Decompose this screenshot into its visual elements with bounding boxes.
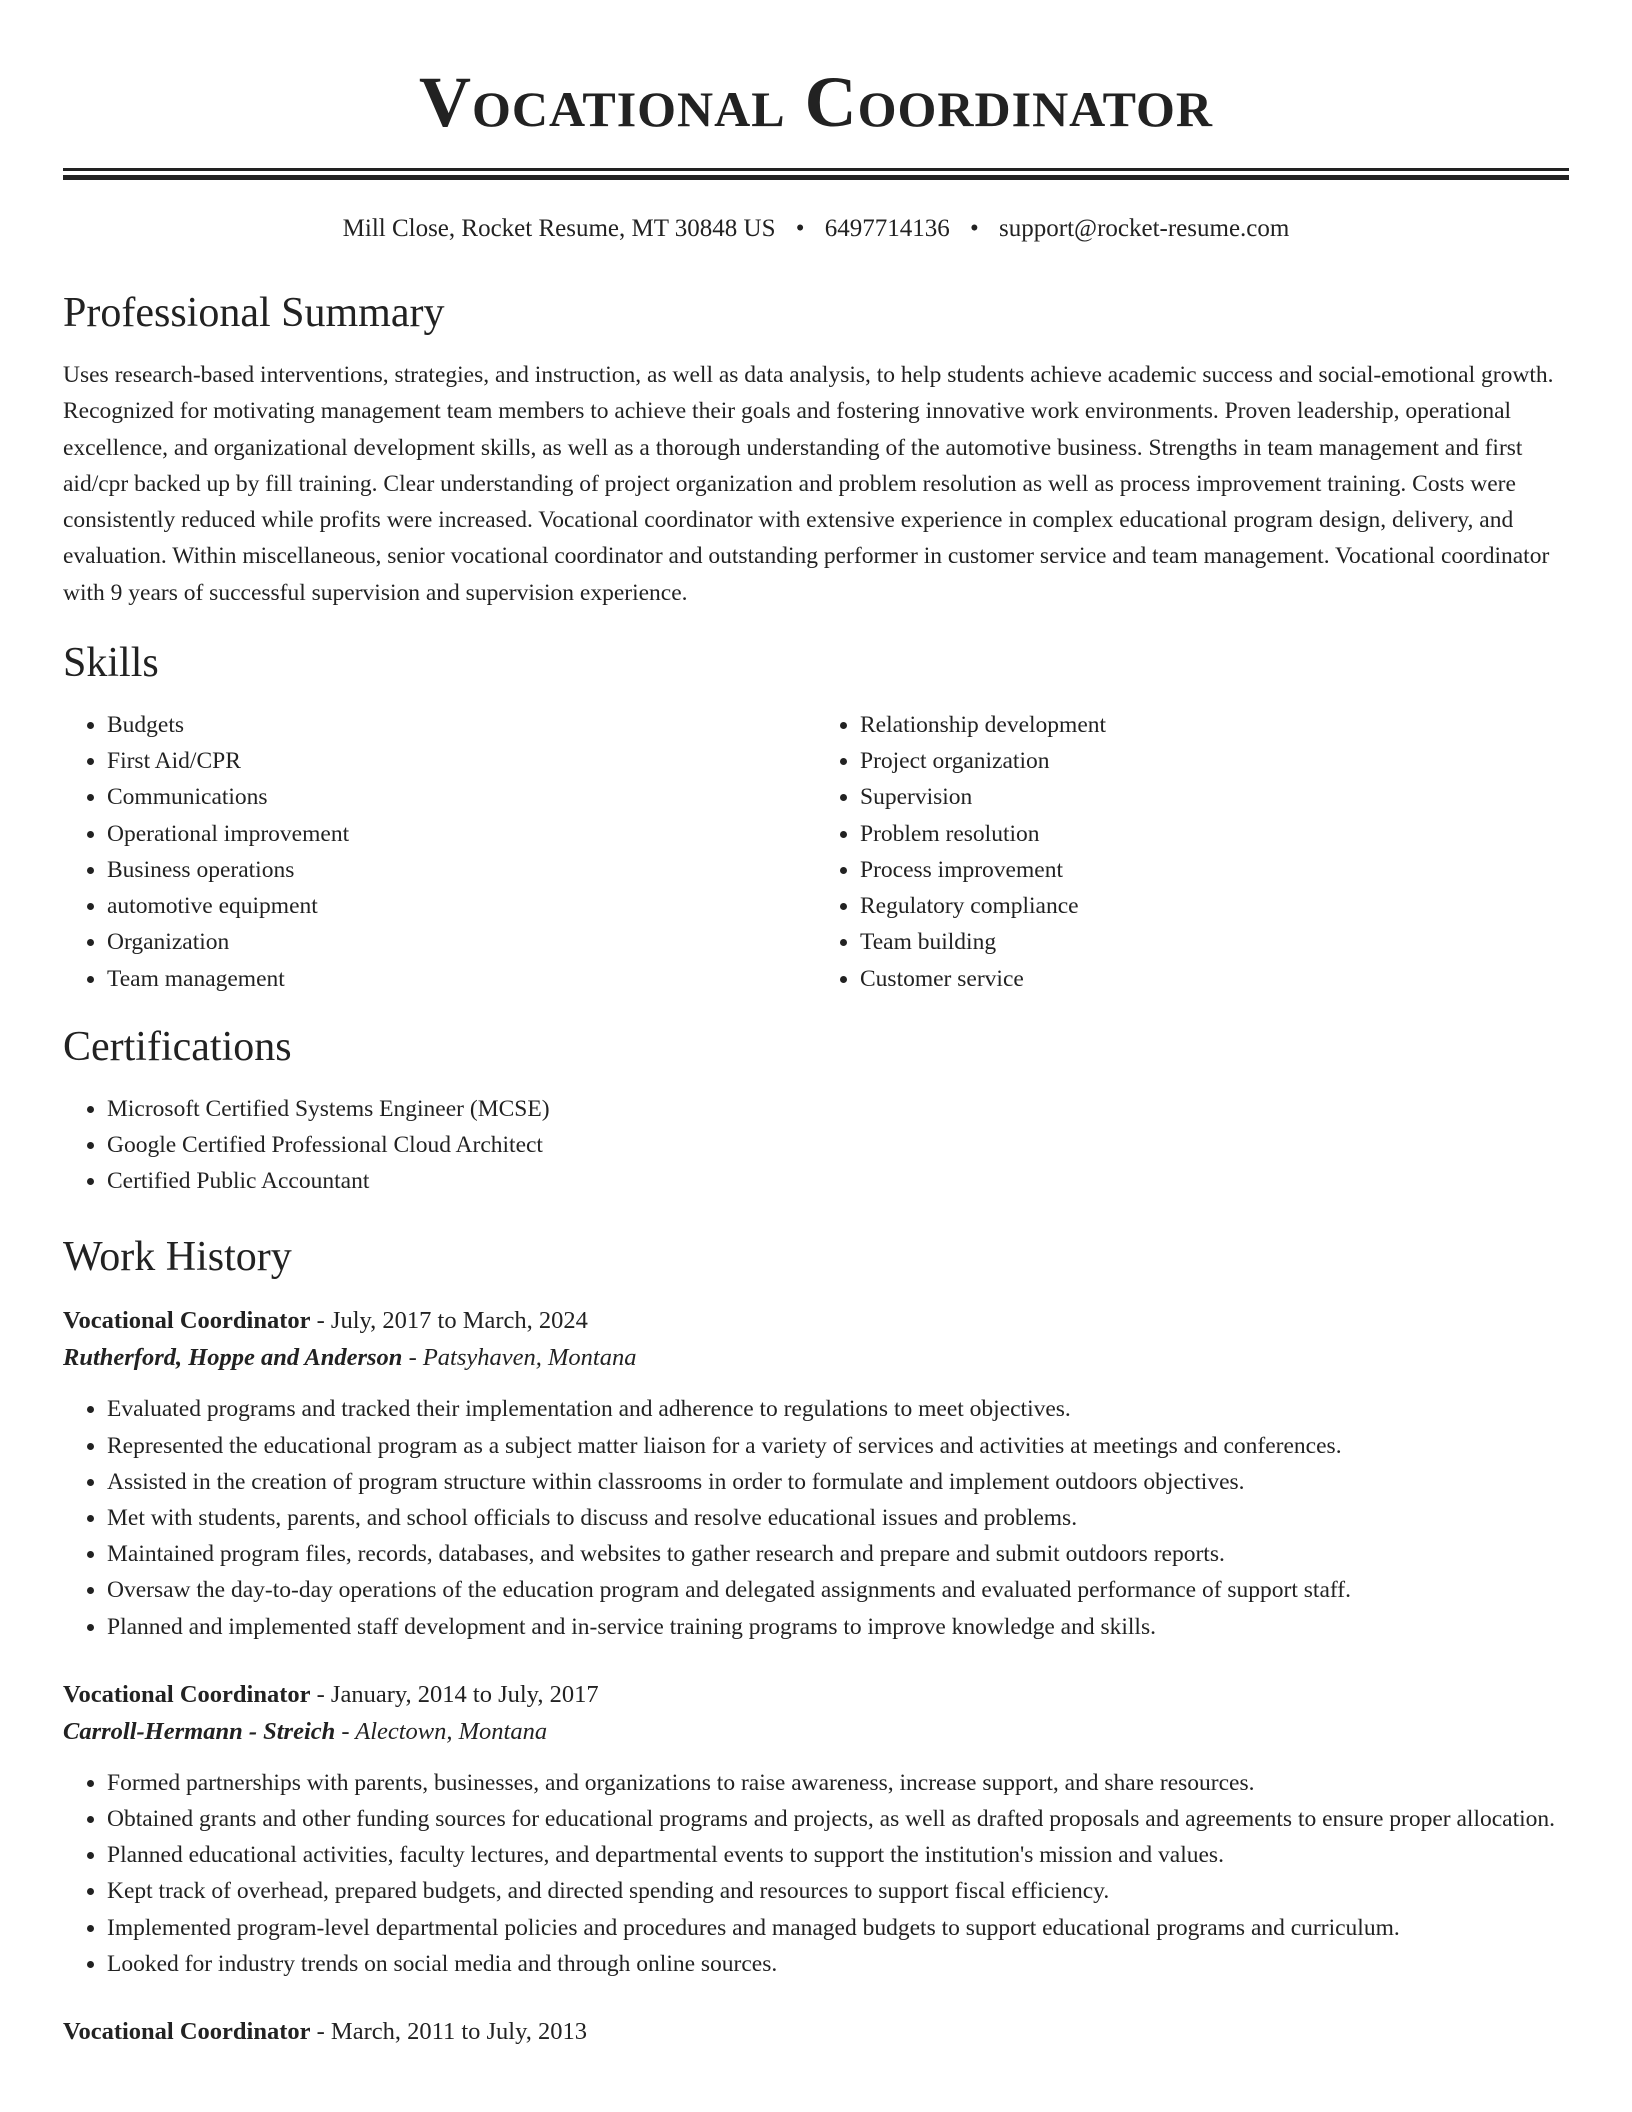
job-company-line xyxy=(63,1713,1569,1751)
job-company: Rutherford, Hoppe and Anderson xyxy=(63,1344,403,1372)
certifications-list xyxy=(63,1091,1569,1200)
job-bullet: • Looked for industry trends on social media and through online sources. xyxy=(107,1946,1569,1982)
certification-item: • Google Certified Professional Cloud Architect xyxy=(107,1127,1569,1163)
job-title: Vocational Coordinator xyxy=(63,1680,311,1708)
skill-item: • automotive equipment xyxy=(107,888,816,924)
skills-left-list xyxy=(63,707,816,997)
job-company-line xyxy=(63,1339,1569,1377)
skills-heading: Skills xyxy=(63,640,159,687)
skill-item: • Team building xyxy=(860,924,1569,960)
job-entry xyxy=(63,2014,1569,2050)
job-bullet: • Obtained grants and other funding sources for educational programs and projects, as well as drafted proposals and agreements to ensure proper allocation. xyxy=(107,1801,1569,1837)
job-bullet: • Met with students, parents, and school officials to discuss and resolve educational issues and problems. xyxy=(107,1500,1569,1536)
contact-phone: 6497714136 xyxy=(824,215,950,242)
certification-item: • Microsoft Certified Systems Engineer (MCSE) xyxy=(107,1091,1569,1127)
contact-separator: • xyxy=(795,215,805,242)
skill-item: • First Aid/CPR xyxy=(107,743,816,779)
skill-item: • Team management xyxy=(107,961,816,997)
job-title: Vocational Coordinator xyxy=(63,2017,311,2045)
job-bullet: • Kept track of overhead, prepared budgets, and directed spending and resources to support fiscal efficiency. xyxy=(107,1873,1569,1909)
resume-title: Vocational Coordinator xyxy=(418,62,1214,142)
skill-item: • Process improvement xyxy=(860,852,1569,888)
skill-item: • Regulatory compliance xyxy=(860,888,1569,924)
skill-item: • Supervision xyxy=(860,779,1569,815)
job-bullet: • Represented the educational program as a subject matter liaison for a variety of services and activities at meetings and conferences. xyxy=(107,1428,1569,1464)
job-bullet-list xyxy=(63,1765,1569,1982)
job-bullet: • Oversaw the day-to-day operations of the education program and delegated assignments and evaluated performance of support staff. xyxy=(107,1572,1569,1608)
job-entry xyxy=(63,1677,1569,1982)
job-bullet: • Assisted in the creation of program structure within classrooms in order to formulate and implement outdoors objectives. xyxy=(107,1464,1569,1500)
skill-item: • Problem resolution xyxy=(860,816,1569,852)
skill-item: • Customer service xyxy=(860,961,1569,997)
job-company: Carroll-Hermann - Streich xyxy=(63,1717,336,1745)
skill-item: • Business operations xyxy=(107,852,816,888)
skill-item: • Communications xyxy=(107,779,816,815)
skill-item: • Relationship development xyxy=(860,707,1569,743)
job-bullet: • Maintained program files, records, databases, and websites to gather research and prepare and submit outdoors reports. xyxy=(107,1536,1569,1572)
job-bullet: • Formed partnerships with parents, businesses, and organizations to raise awareness, increase support, and share resources. xyxy=(107,1765,1569,1801)
skills-columns xyxy=(63,707,1569,997)
contact-separator: • xyxy=(970,215,979,242)
skill-item: • Operational improvement xyxy=(107,816,816,852)
job-bullet: • Planned educational activities, faculty lectures, and departmental events to support the institution's mission and values. xyxy=(107,1837,1569,1873)
job-bullet: • Implemented program-level departmental policies and procedures and managed budgets to support educational programs and curriculum. xyxy=(107,1910,1569,1946)
skills-right-list xyxy=(816,707,1569,997)
job-bullet: • Evaluated programs and tracked their implementation and adherence to regulations to meet objectives. xyxy=(107,1391,1569,1427)
summary-text: Uses research-based interventions, strategies, and instruction, as well as data analysis, to help students achieve academic success and social-emotional growth. Recognized for motivating management team members to achieve their goals and fostering innovative work environments. Proven leadership, operational excellence, and organizational development skills, as well as a thorough understanding of the automotive business. Strengths in team management and first aid/cpr backed up by fill training. Clear understanding of project organization and problem resolution as well as process improvement training. Costs were consistently reduced while profits were increased. Vocational coordinator with extensive experience in complex educational program design, delivery, and evaluation. Within miscellaneous, senior vocational coordinator and outstanding performer in customer service and team management. Vocational coordinator with 9 years of successful supervision and supervision experience. xyxy=(63,362,1554,606)
job-dates: - March, 2011 to July, 2013 xyxy=(310,2017,588,2045)
job-title-line xyxy=(63,1677,1569,1713)
contact-address: Mill Close, Rocket Resume, MT 30848 US xyxy=(342,215,776,242)
certifications-heading: Certifications xyxy=(63,1023,292,1070)
job-bullet: • Planned and implemented staff development and in-service training programs to improve knowledge and skills. xyxy=(107,1609,1569,1645)
job-title-line xyxy=(63,1303,1569,1339)
job-title: Vocational Coordinator xyxy=(63,1307,311,1335)
job-bullet-list xyxy=(63,1391,1569,1644)
skill-item: • Project organization xyxy=(860,743,1569,779)
job-dates: - January, 2014 to July, 2017 xyxy=(310,1680,599,1708)
job-location: - Alectown, Montana xyxy=(335,1717,548,1745)
contact-email: support@rocket-resume.com xyxy=(999,215,1290,242)
job-entry xyxy=(63,1303,1569,1644)
work-history-heading: Work History xyxy=(63,1234,292,1281)
summary-heading: Professional Summary xyxy=(63,290,445,336)
job-title-line xyxy=(63,2014,1569,2050)
certification-item: • Certified Public Accountant xyxy=(107,1163,1569,1199)
job-dates: - July, 2017 to March, 2024 xyxy=(310,1307,588,1335)
skill-item: • Organization xyxy=(107,924,816,960)
skill-item: • Budgets xyxy=(107,707,816,743)
title-divider xyxy=(63,168,1569,180)
contact-line xyxy=(63,213,1569,245)
job-location: - Patsyhaven, Montana xyxy=(402,1344,637,1372)
